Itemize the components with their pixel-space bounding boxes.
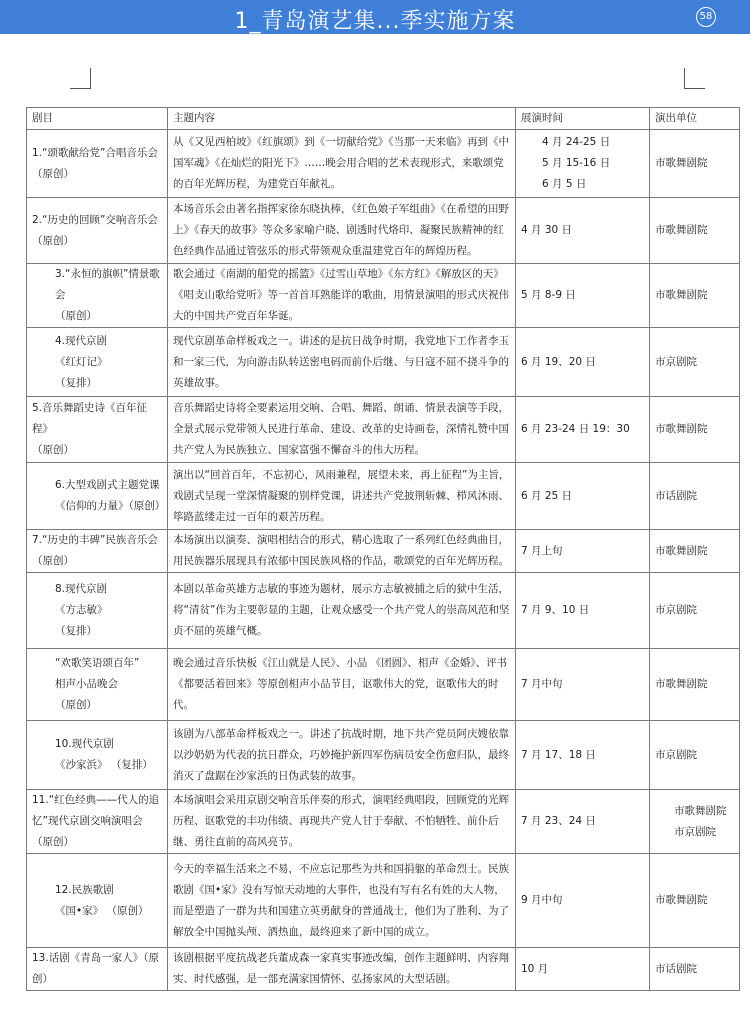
performance-date-cell [516,530,650,573]
performance-date-cell [516,854,650,948]
program-name-line: （原创） [32,234,74,247]
program-name-line: 《信仰的力量》（原创） [55,500,166,512]
table-row [27,948,740,991]
column-header: 演出单位 [650,108,740,130]
program-name-line: （复排） [55,376,97,389]
program-name-line: 7.“历史的丰碑”民族音乐会 [32,534,158,546]
theme-content-cell: 歌会通过《南湖的船党的摇篮》《过雪山草地》《东方红》《解放区的天》《唱支山歌给党听》等一首首耳熟能详的歌曲，用情景演唱的形式庆祝伟大的中国共产党百年华诞。 [168,264,516,328]
table-header-row [27,108,740,130]
theme-content-cell: 该剧根据平度抗战老兵董成森一家真实事迹改编，创作主题鲜明、内容翔实、时代感强，是一部充满家国情怀、弘扬家风的大型话剧。 [168,948,516,991]
program-name-cell [27,649,168,721]
program-name-cell [27,721,168,790]
performing-unit-line: 市歌舞剧院 [655,423,708,435]
performing-unit-cell [650,790,740,854]
program-name-cell [27,264,168,328]
performance-date-line: 10 月 [521,962,549,975]
theme-content-cell: 现代京剧革命样板戏之一。讲述的是抗日战争时期，我党地下工作者李玉和一家三代，为向游击队转送密电码而前仆后继、与日寇不屈不挠斗争的英雄故事。 [168,328,516,397]
performing-unit-cell [650,948,740,991]
table-row [27,328,740,397]
performance-date-line: 6 月 5 日 [542,178,587,190]
document-title: 1_青岛演艺集...季实施方案 [234,9,516,34]
performing-unit-line: 市京剧院 [674,825,716,838]
performing-unit-cell [650,649,740,721]
document-page [0,34,750,1035]
performing-unit-line: 市歌舞剧院 [655,894,708,906]
theme-content-cell: 本场音乐会由著名指挥家徐东晓执棒，《红色娘子军组曲》《在希望的田野上》《春天的故事》等众多家喻户晓、剧透时代烙印、凝聚民族精神的红色经典作品通过管弦乐的形式带领观众重温建党百年的辉煌历程。 [168,198,516,264]
performing-unit-line: 市京剧院 [655,355,697,368]
performing-unit-cell [650,573,740,649]
program-name-cell [27,463,168,530]
theme-content-cell: 本场演唱会采用京剧交响音乐伴奏的形式，演唱经典唱段，回顾党的光辉历程、讴歌党的丰功伟绩、再现共产党人甘于奉献、不怕牺牲、前仆后继、勇往直前的高风亮节。 [168,790,516,854]
crop-mark-top-left [70,68,91,89]
program-name-line: 2.“历史的回顾”交响音乐会 [32,213,158,226]
performing-unit-cell [650,198,740,264]
table-row [27,397,740,463]
theme-content-cell: 演出以“回首百年，不忘初心，风雨兼程，展望未来，再上征程”为主旨，戏剧式呈现一堂深情凝聚的别样党课，讲述共产党披荆斩棘、栉风沐雨、筚路蓝缕走过一百年的艰苦历程。 [168,463,516,530]
program-name-cell [27,397,168,463]
program-name-line: 《沙家浜》 （复排） [55,759,153,771]
performing-unit-line: 市京剧院 [655,748,697,761]
performing-unit-line: 市歌舞剧院 [655,544,708,557]
performing-unit-cell [650,721,740,790]
performing-unit-cell [650,530,740,573]
column-header: 剧目 [27,108,168,130]
performing-unit-line: 市话剧院 [655,962,697,975]
performing-unit-line: 市歌舞剧院 [655,224,708,236]
table-row [27,649,740,721]
performance-date-cell [516,463,650,530]
performing-unit-cell [650,463,740,530]
table-row [27,854,740,948]
program-name-cell [27,530,168,573]
program-table [26,107,740,991]
program-name-line: “欢歌笑语颂百年” [55,657,140,669]
table-row [27,198,740,264]
program-name-line: （原创） [55,699,97,711]
column-header: 主题内容 [168,108,516,130]
program-name-line: 10.现代京剧 [55,738,114,750]
program-name-line: （原创） [32,555,74,567]
table-body [27,130,740,991]
program-name-line: 《红灯记》 [55,355,108,368]
performance-date-cell [516,649,650,721]
program-name-line: （原创） [32,444,74,456]
program-name-cell [27,573,168,649]
theme-content-cell: 今天的幸福生活来之不易，不应忘记那些为共和国捐躯的革命烈士。民族歌剧《国•家》没有写惊天动地的大事件，也没有写有名有姓的大人物，而是塑造了一群为共和国建立英勇献身的普通战士，他们为了胜利、为了解放全中国抛头颅、洒热血，最终迎来了新中国的成立。 [168,854,516,948]
performing-unit-line: 市歌舞剧院 [655,678,708,690]
program-name-line: 11.“红色经典——代人的追忆”现代京剧交响演唱会（原创） [32,794,160,848]
performance-date-line: 7 月 17、18 日 [521,748,596,761]
theme-content-cell: 本剧以革命英雄方志敏的事迹为题材，展示方志敏被捕之后的狱中生活，将“清贫”作为主要彰显的主题，让观众感受一个共产党人的崇高风范和坚贞不屈的英雄气概。 [168,573,516,649]
performing-unit-line: 市歌舞剧院 [674,804,727,817]
table-row [27,790,740,854]
program-name-cell [27,198,168,264]
performance-date-cell [516,573,650,649]
performing-unit-cell [650,854,740,948]
program-name-line: 8.现代京剧 [55,583,108,595]
performance-date-cell [516,397,650,463]
performing-unit-line: 市话剧院 [655,489,697,502]
program-name-cell [27,790,168,854]
program-name-line: （复排） [55,625,97,637]
theme-content-cell: 音乐舞蹈史诗将全要素运用交响、合唱、舞蹈、朗诵、情景表演等手段，全景式展示党带领人民进行革命、建设、改革的史诗画卷，深情礼赞中国共产党人为民族独立、国家富强不懈奋斗的伟大历程。 [168,397,516,463]
program-name-cell [27,948,168,991]
performance-date-line: 9 月中旬 [521,894,563,906]
performance-date-line: 7 月 23、24 日 [521,815,596,827]
program-name-line: 12.民族歌剧 [55,883,114,896]
column-header: 展演时间 [516,108,650,130]
performance-date-cell [516,948,650,991]
table-row [27,130,740,198]
performance-date-cell [516,264,650,328]
performance-date-line: 5 月 15-16 日 [542,157,611,169]
table-row [27,264,740,328]
performance-date-line: 4 月 30 日 [521,224,573,236]
program-name-line: 6.大型戏剧式主题党课 [55,479,160,491]
program-name-line: 4.现代京剧 [55,334,108,347]
document-header [0,0,750,34]
performing-unit-line: 市歌舞剧院 [655,289,708,301]
performance-date-line: 7 月中旬 [521,678,563,690]
crop-mark-top-right [684,68,705,89]
program-name-line: 1.“颂歌献给党”合唱音乐会 [32,146,158,159]
program-name-line: 13.话剧《青岛一家人》（原创） [32,952,159,985]
theme-content-cell: 晚会通过音乐快板《江山就是人民》、小品 《团圆》、相声《金婚》、评书《都要活着回来》等原创相声小品节目，讴歌伟大的党，讴歌伟大的时代。 [168,649,516,721]
performing-unit-line: 市京剧院 [655,604,697,616]
program-name-cell [27,854,168,948]
performance-date-cell [516,790,650,854]
performance-date-cell [516,198,650,264]
performance-date-line: 7 月 9、10 日 [521,604,590,616]
program-name-line: 《方志敏》 [55,604,108,616]
performance-date-line: 6 月 19、20 日 [521,355,596,368]
table-row [27,721,740,790]
theme-content-cell: 从《又见西柏坡》《红旗颂》到《一切献给党》《当那一天来临》再到《中国军魂》《在灿烂的阳光下》……晚会用合唱的艺术表现形式，来歌颂党的百年光辉历程，为建党百年献礼。 [168,130,516,198]
performing-unit-cell [650,328,740,397]
theme-content-cell: 该剧为八部革命样板戏之一。讲述了抗战时期，地下共产党员阿庆嫂依靠以沙奶奶为代表的抗日群众，巧妙掩护新四军伤病员安全伤愈归队，最终消灭了盘踞在沙家浜的日伪武装的故事。 [168,721,516,790]
performing-unit-cell [650,397,740,463]
program-name-line: 《国•家》 （原创） [55,904,149,917]
performing-unit-line: 市歌舞剧院 [655,157,708,169]
performance-date-line: 6 月 23-24 日 19：30 [521,423,630,435]
program-name-cell [27,328,168,397]
performance-date-line: 4 月 24-25 日 [542,136,611,148]
program-name-cell [27,130,168,198]
performing-unit-cell [650,130,740,198]
page-count-badge[interactable]: 58 [696,7,716,27]
performance-date-cell [516,721,650,790]
performance-date-cell [516,130,650,198]
program-name-line: 相声小品晚会 [55,678,118,690]
performance-date-cell [516,328,650,397]
performance-date-line: 7 月上旬 [521,544,563,557]
program-name-line: （原创） [55,310,97,322]
program-name-line: 3.“永恒的旗帜”情景歌会 [55,268,160,301]
table-row [27,530,740,573]
performance-date-line: 6 月 25 日 [521,489,573,502]
table-row [27,463,740,530]
program-name-line: （原创） [32,167,74,180]
performing-unit-cell [650,264,740,328]
program-name-line: 5.音乐舞蹈史诗《百年征程》 [32,402,148,435]
table-row [27,573,740,649]
performance-date-line: 5 月 8-9 日 [521,289,576,301]
theme-content-cell: 本场演出以演奏、演唱相结合的形式，精心选取了一系列红色经典曲目，用民族器乐展现具有浓郁中国民族风格的作品，歌颂党的百年光辉历程。 [168,530,516,573]
